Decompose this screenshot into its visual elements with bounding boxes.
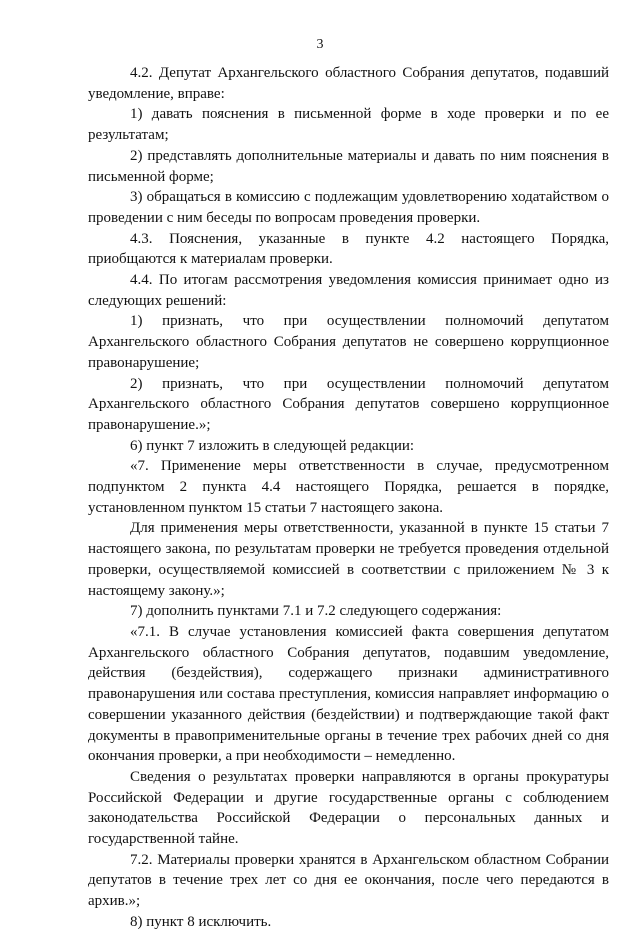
paragraph-4-2: 4.2. Депутат Архангельского областного Собрания депутатов, подавший уведомление, вправе: xyxy=(88,65,609,102)
paragraph-4-2-item-1: 1) давать пояснения в письменной форме в ходе проверки и по ее результатам; xyxy=(88,106,609,144)
paragraph-4-4-item-2: 2) признать, что при осуществлении полномочий депутатом Архангельского областного Собрания депутатов совершено коррупционное правонарушение.»; xyxy=(88,375,609,433)
amendment-7: 7) дополнить пунктами 7.1 и 7.2 следующего содержания: xyxy=(130,603,502,620)
paragraph-7-1-continued: Сведения о результатах проверки направляются в органы прокуратуры Российской Федерации и другие государственные органы с соблюдением законодательства Российской Федерации о персональных данных и государственной тайне. xyxy=(88,768,609,848)
paragraph-4-4: 4.4. По итогам рассмотрения уведомления комиссия принимает одно из следующих решений: xyxy=(88,272,609,309)
paragraph-4-3: 4.3. Пояснения, указанные в пункте 4.2 настоящего Порядка, приобщаются к материалам проверки. xyxy=(88,230,609,268)
amendment-6: 6) пункт 7 изложить в следующей редакции: xyxy=(130,437,415,454)
paragraph-4-4-item-1: 1) признать, что при осуществлении полномочий депутатом Архангельского областного Собрания депутатов не совершено коррупционное правонарушение; xyxy=(88,313,609,371)
paragraph-4-2-item-3: 3) обращаться в комиссию с подлежащим удовлетворению ходатайством о проведении с ним беседы по вопросам проведения проверки. xyxy=(88,189,609,226)
paragraph-7: «7. Применение меры ответственности в случае, предусмотренном подпунктом 2 пункта 4.4 настоящего Порядка, решается в порядке, установленном пунктом 15 статьи 7 настоящего закона. xyxy=(88,458,609,516)
paragraph-7-1: «7.1. В случае установления комиссией факта совершения депутатом Архангельского областного Собрания депутатов, подавшим уведомление, действия (бездействия), содержащего признаки административного правонарушения или состава преступления, комиссия направляет информацию о совершении указанного действия (бездействии) и подтверждающие такой факт документы в правоприменительные органы в течение трех рабочих дней со дня окончания проверки, а при необходимости – немедленно. xyxy=(88,623,609,765)
paragraph-4-2-item-2: 2) представлять дополнительные материалы и давать по ним пояснения в письменной форме; xyxy=(88,147,609,185)
page-number: 3 xyxy=(316,37,324,52)
paragraph-7-continued: Для применения меры ответственности, указанной в пункте 15 статьи 7 настоящего закона, по результатам проверки не требуется проведения отдельной проверки, осуществляемой комиссией в соответствии с приложением № 3 к настоящему закону.»; xyxy=(88,520,609,599)
document-body xyxy=(88,63,609,933)
paragraph-7-2: 7.2. Материалы проверки хранятся в Архангельском областном Собрании депутатов в течение трех лет со дня ее окончания, после чего передаются в архив.»; xyxy=(88,851,609,910)
amendment-8: 8) пункт 8 исключить. xyxy=(130,913,272,930)
